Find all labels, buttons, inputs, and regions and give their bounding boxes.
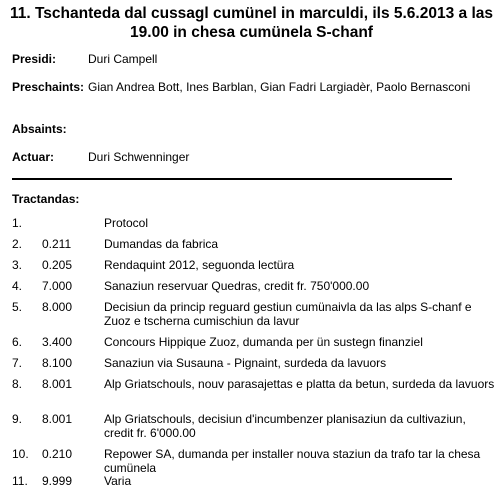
agenda-item-number: 2. bbox=[12, 237, 23, 251]
agenda-item-code: 3.400 bbox=[42, 335, 73, 349]
agenda-item-number: 4. bbox=[12, 279, 23, 293]
agenda-item-number: 11. bbox=[12, 474, 28, 488]
agenda-item-text: Alp Griatschouls, nouv parasajettas e platta da betun, surdeda da lavuors bbox=[104, 377, 495, 391]
agenda-item-code: 7.000 bbox=[42, 279, 73, 293]
agenda-item-text: Dumandas da fabrica bbox=[104, 237, 219, 251]
agenda-item-code: 8.001 bbox=[42, 412, 73, 426]
agenda-item-number: 1. bbox=[12, 216, 23, 230]
presidi-label: Presidi: bbox=[12, 52, 57, 66]
agenda-item-code: 0.211 bbox=[42, 237, 72, 251]
agenda-item-number: 3. bbox=[12, 258, 23, 272]
agenda-item-number: 9. bbox=[12, 412, 23, 426]
agenda-item-number: 6. bbox=[12, 335, 23, 349]
agenda-item-text: Repower SA, dumanda per installer nouva staziun da trafo tar la chesa cumünela bbox=[104, 447, 481, 475]
agenda-item-text: Sanaziun reservuar Quedras, credit fr. 750'000.00 bbox=[104, 279, 370, 293]
title-line-2: 19.00 in chesa cumünela S-chanf bbox=[130, 24, 373, 41]
agenda-item-code: 9.999 bbox=[42, 474, 73, 488]
actuar-label: Actuar: bbox=[12, 150, 55, 164]
agenda-item-number: 10. bbox=[12, 447, 29, 461]
agenda-item-text: Alp Griatschouls, decisiun d'incumbenzer planisaziun da cultivaziun, credit fr. 6'000.00 bbox=[104, 412, 466, 440]
agenda-item-code: 0.210 bbox=[42, 447, 73, 461]
agenda-item-text: Protocol bbox=[104, 216, 149, 230]
agenda-item-number: 7. bbox=[12, 356, 23, 370]
agenda-item-text: Sanaziun via Susauna - Pignaint, surdeda da lavuors bbox=[104, 356, 387, 370]
document-title bbox=[0, 4, 503, 42]
section-divider bbox=[12, 178, 452, 180]
title-line-1: 11. Tschanteda dal cussagl cumünel in marculdi, ils 5.6.2013 a las bbox=[9, 5, 493, 22]
agenda-item-code: 8.001 bbox=[42, 377, 73, 391]
agenda-item-number: 8. bbox=[12, 377, 23, 391]
agenda-item-number: 5. bbox=[12, 300, 23, 314]
presidi-value: Duri Campell bbox=[88, 52, 158, 66]
agenda-item-text: Varia bbox=[104, 474, 132, 488]
absaints-label: Absaints: bbox=[12, 122, 67, 136]
agenda-item-text: Rendaquint 2012, seguonda lectüra bbox=[104, 258, 295, 272]
agenda-item-code: 8.000 bbox=[42, 300, 73, 314]
preschaints-label: Preschaints: bbox=[12, 80, 85, 94]
agenda-heading: Tractandas: bbox=[12, 192, 80, 206]
agenda-item-text: Decisiun da princip reguard gestiun cumünaivla da las alps S-chanf e Zuoz e tscherna cumischiun da lavur bbox=[104, 300, 472, 328]
actuar-value: Duri Schwenninger bbox=[88, 150, 190, 164]
agenda-item-code: 0.205 bbox=[42, 258, 73, 272]
agenda-item-text: Concours Hippique Zuoz, dumanda per ün sustegn finanziel bbox=[104, 335, 423, 349]
preschaints-value: Gian Andrea Bott, Ines Barblan, Gian Fadri Largiadèr, Paolo Bernasconi bbox=[88, 80, 471, 94]
agenda-item-code: 8.100 bbox=[42, 356, 73, 370]
